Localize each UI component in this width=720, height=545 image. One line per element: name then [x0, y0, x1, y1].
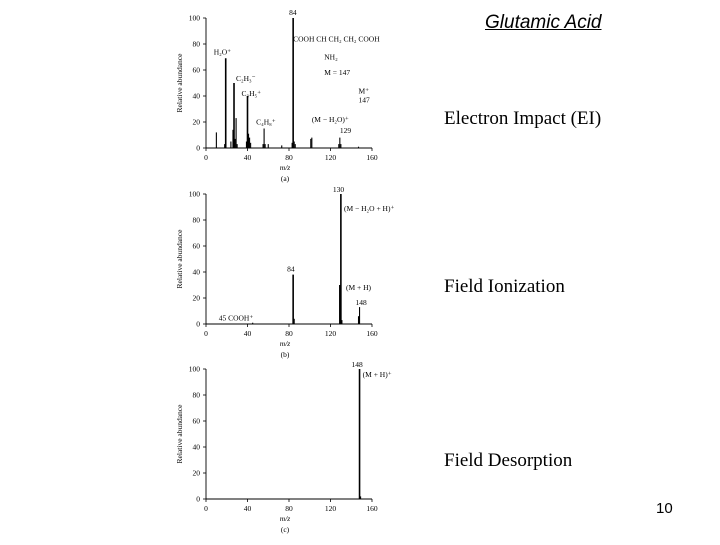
- x-tick-label: 120: [324, 153, 337, 162]
- ionization-label-ei: Electron Impact (EI): [444, 108, 602, 129]
- x-tick-label: 80: [285, 153, 293, 162]
- ionization-label-fd: Field Desorption: [444, 450, 573, 471]
- y-tick-label: 40: [192, 267, 200, 277]
- peak-annotation: COOH CH CH₂ CH₂ COOH: [293, 34, 380, 44]
- page-number: 10: [656, 500, 673, 517]
- peak-annotation: (M + H): [345, 283, 372, 293]
- y-axis-title: Relative abundance: [175, 53, 184, 113]
- ionization-label-fi: Field Ionization: [444, 276, 565, 297]
- y-tick-label: 20: [192, 293, 200, 303]
- peak-annotation: 84: [289, 8, 297, 17]
- y-tick-label: 40: [192, 91, 200, 101]
- peak-annotation: 130: [332, 185, 345, 194]
- peak-annotation: (M + H)⁺: [362, 369, 392, 379]
- peak-annotation: (M − H₂O)⁺: [311, 115, 349, 124]
- y-tick-label: 0: [196, 319, 200, 329]
- peak-annotation: NH₂: [324, 52, 338, 62]
- y-tick-label: 80: [192, 39, 200, 49]
- y-tick-label: 80: [192, 390, 200, 400]
- peak-annotation: C₄H₈⁺: [256, 117, 276, 127]
- mass-spectrum-fd: [170, 355, 410, 545]
- y-tick-label: 100: [188, 13, 200, 23]
- peak-annotation: 147: [358, 95, 370, 105]
- panel-label: (b): [280, 350, 290, 359]
- x-tick-label: 160: [366, 329, 378, 338]
- x-tick-label: 0: [204, 153, 208, 162]
- x-axis-title: m/z: [279, 339, 291, 348]
- mass-spectrum-ei: [170, 4, 410, 194]
- x-tick-label: 0: [204, 329, 208, 338]
- y-axis-title: Relative abundance: [175, 404, 184, 464]
- x-axis-title: m/z: [279, 514, 291, 523]
- y-tick-label: 0: [196, 494, 200, 504]
- peak-annotation: M = 147: [324, 68, 351, 78]
- y-tick-label: 40: [192, 442, 200, 452]
- peak-annotation: 148: [351, 360, 363, 369]
- peak-annotation: C₃H₅⁺: [241, 89, 262, 98]
- peak-annotation: H₂O⁺: [213, 47, 232, 57]
- y-tick-label: 60: [192, 65, 200, 75]
- peak-annotation: (M − H₂O + H)⁺: [343, 203, 395, 213]
- y-tick-label: 20: [192, 468, 200, 478]
- x-tick-label: 0: [204, 504, 208, 513]
- x-tick-label: 160: [366, 153, 378, 162]
- slide-title: Glutamic Acid: [485, 12, 602, 33]
- x-tick-label: 160: [366, 504, 378, 513]
- x-axis-title: m/z: [279, 163, 291, 172]
- x-tick-label: 120: [324, 329, 337, 338]
- y-tick-label: 100: [188, 189, 200, 199]
- peak-annotation: 148: [355, 298, 367, 308]
- panel-label: (a): [280, 174, 290, 183]
- mass-spectrum-fi: [170, 180, 410, 370]
- x-tick-label: 80: [285, 329, 293, 338]
- x-tick-label: 40: [243, 153, 252, 162]
- x-tick-label: 40: [243, 504, 252, 513]
- y-tick-label: 0: [196, 143, 200, 153]
- y-tick-label: 60: [192, 241, 200, 251]
- peak-annotation: 129: [339, 126, 352, 135]
- panel-label: (c): [280, 525, 290, 534]
- x-tick-label: 40: [243, 329, 252, 338]
- peak-annotation: M⁺: [358, 86, 370, 96]
- y-tick-label: 80: [192, 215, 200, 225]
- y-tick-label: 100: [188, 364, 200, 374]
- y-tick-label: 60: [192, 416, 200, 426]
- y-axis-title: Relative abundance: [175, 229, 184, 289]
- y-tick-label: 20: [192, 117, 200, 127]
- peak-annotation: 45 COOH⁺: [218, 313, 254, 323]
- x-tick-label: 120: [324, 504, 337, 513]
- peak-annotation: C₂H₃⁻: [236, 74, 256, 83]
- peak-annotation: 84: [287, 264, 295, 274]
- x-tick-label: 80: [285, 504, 293, 513]
